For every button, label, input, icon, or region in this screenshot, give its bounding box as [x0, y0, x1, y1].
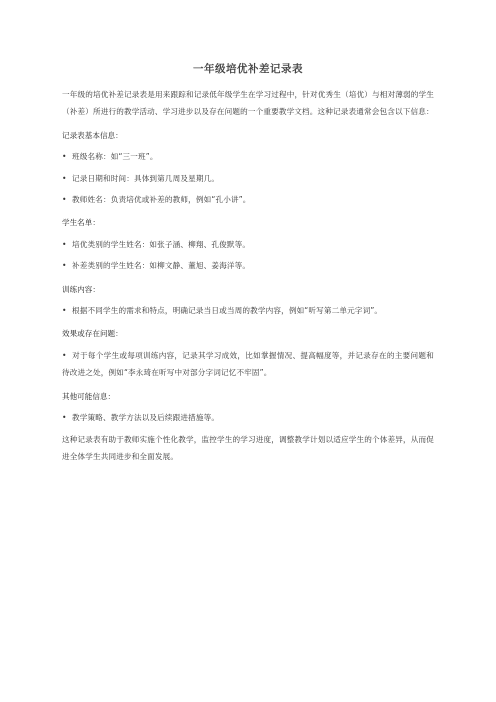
- section-student-list: [62, 214, 434, 274]
- list-item: • 班级名称：如“三一班”。: [62, 148, 434, 165]
- section-heading: 学生名单：: [62, 218, 100, 228]
- section-other-info: [62, 388, 434, 427]
- bullet-icon: •: [62, 173, 67, 183]
- section-heading: 记录表基本信息：: [62, 130, 123, 140]
- list-item: • 记录日期和时间：具体到第几周及星期几。: [62, 170, 434, 187]
- bullet-icon: •: [62, 261, 67, 271]
- section-heading: 效果或存在问题：: [62, 329, 123, 339]
- list-item: • 补差类别的学生姓名：如柳文静、董旭、姜海洋等。: [62, 257, 434, 274]
- section-basic-info: [62, 127, 434, 209]
- conclusion-paragraph: 这种记录表有助于教师实施个性化教学，监控学生的学习进度，调整教学计划以适应学生的个体差异，从而促进全体学生共同进步和全面发展。: [62, 434, 434, 461]
- section-training-content: [62, 281, 434, 320]
- list-item: • 教师姓名：负责培优或补差的教师，例如“孔小讲”。: [62, 191, 434, 208]
- list-item: • 根据不同学生的需求和特点，明确记录当日或当周的教学内容，例如“听写第二单元字词”。: [62, 302, 434, 319]
- bullet-icon: •: [62, 413, 67, 423]
- bullet-icon: •: [62, 239, 67, 249]
- bullet-icon: •: [62, 152, 67, 162]
- intro-paragraph: 一年级的培优补差记录表是用来跟踪和记录低年级学生在学习过程中，针对优秀生（培优）与相对薄弱的学生（补差）所进行的教学活动、学习进步以及存在问题的一个重要教学文档。这种记录表通常会包含以下信息：: [62, 90, 434, 117]
- list-item: • 对于每个学生或每项训练内容，记录其学习成效，比如掌握情况、提高幅度等，并记录存在的主要问题和待改进之处，例如“李永琦在听写中对部分字词记忆不牢固”。: [62, 347, 434, 382]
- document-title: 一年级培优补差记录表: [193, 63, 303, 75]
- list-item: • 培优类别的学生姓名：如张子涵、柳翔、孔俊默等。: [62, 236, 434, 253]
- bullet-icon: •: [62, 195, 67, 205]
- section-effects-problems: [62, 325, 434, 381]
- section-heading: 训练内容：: [62, 284, 100, 294]
- bullet-icon: •: [62, 350, 67, 360]
- list-item: • 教学策略、教学方法以及后续跟进措施等。: [62, 409, 434, 426]
- document-page: [62, 62, 434, 465]
- bullet-icon: •: [62, 306, 67, 316]
- section-heading: 其他可能信息：: [62, 391, 116, 401]
